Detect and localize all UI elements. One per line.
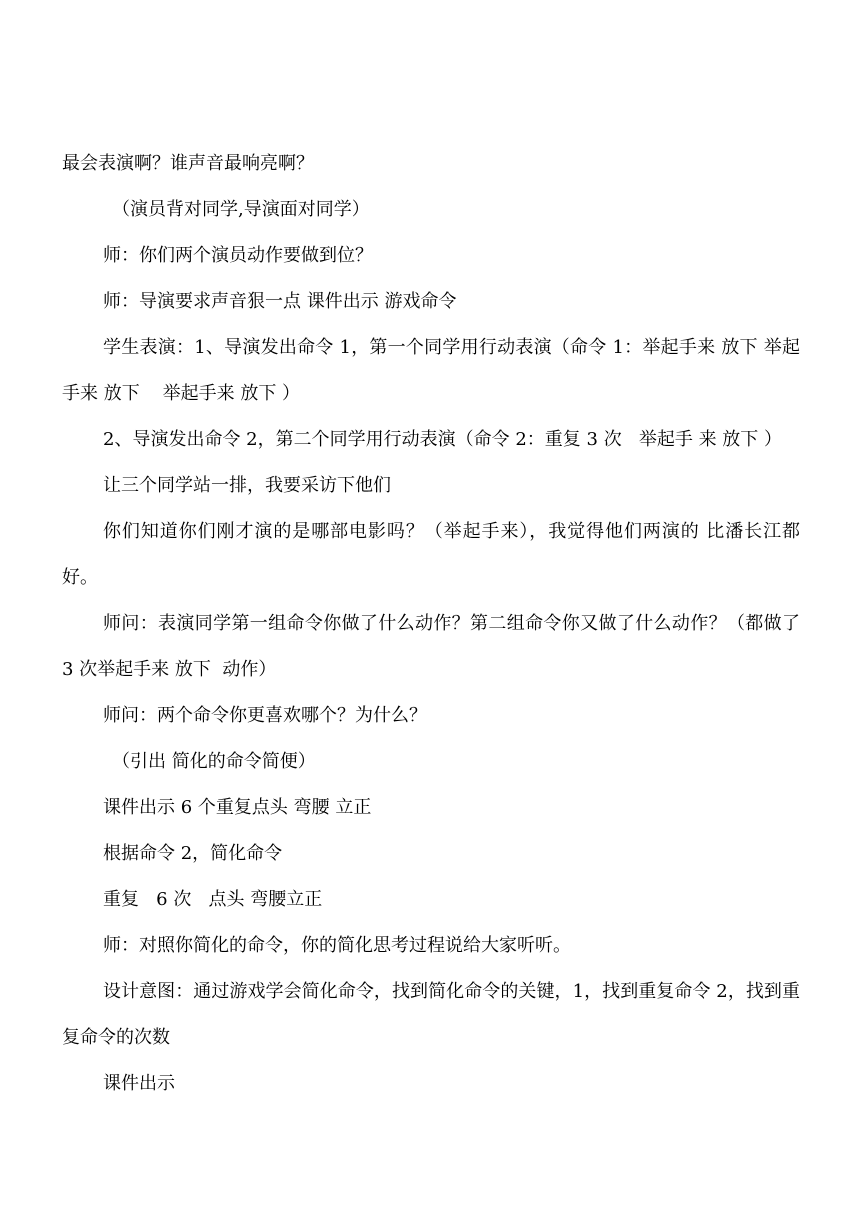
paragraph-16: 设计意图：通过游戏学会简化命令，找到简化命令的关键，1，找到重复命令 2，找到重复命令的次数 bbox=[62, 981, 800, 1048]
paragraph-17: 课件出示 bbox=[103, 1073, 175, 1094]
paragraph-15: 师：对照你简化的命令，你的简化思考过程说给大家听听。 bbox=[103, 935, 571, 956]
paragraph-5: 学生表演：1、导演发出命令 1，第一个同学用行动表演（命令 1：举起手来 放下 举起手来 放下 举起手来 放下 ） bbox=[62, 337, 800, 404]
document-body bbox=[62, 141, 806, 1107]
paragraph-3: 师：你们两个演员动作要做到位？ bbox=[103, 245, 373, 266]
paragraph-9: 师问：表演同学第一组命令你做了什么动作？第二组命令你又做了什么动作？（都做了 3 次举起手来 放下 动作） bbox=[62, 613, 806, 680]
paragraph-11: （引出 简化的命令简便） bbox=[112, 751, 316, 772]
paragraph-10: 师问：两个命令你更喜欢哪个？为什么？ bbox=[103, 705, 427, 726]
paragraph-6: 2、导演发出命令 2，第二个同学用行动表演（命令 2：重复 3 次 举起手 来 放下 ） bbox=[103, 429, 783, 450]
paragraph-13: 根据命令 2，简化命令 bbox=[103, 843, 283, 864]
paragraph-1: 最会表演啊？谁声音最响亮啊？ bbox=[62, 153, 314, 174]
paragraph-2: （演员背对同学,导演面对同学） bbox=[112, 199, 370, 220]
paragraph-8: 你们知道你们刚才演的是哪部电影吗？（举起手来），我觉得他们两演的 比潘长江都好。 bbox=[62, 521, 800, 588]
paragraph-4: 师：导演要求声音狠一点 课件出示 游戏命令 bbox=[103, 291, 457, 312]
paragraph-14: 重复 6 次 点头 弯腰立正 bbox=[103, 889, 323, 910]
paragraph-7: 让三个同学站一排，我要采访下他们 bbox=[103, 475, 391, 496]
paragraph-12: 课件出示 6 个重复点头 弯腰 立正 bbox=[103, 797, 372, 818]
